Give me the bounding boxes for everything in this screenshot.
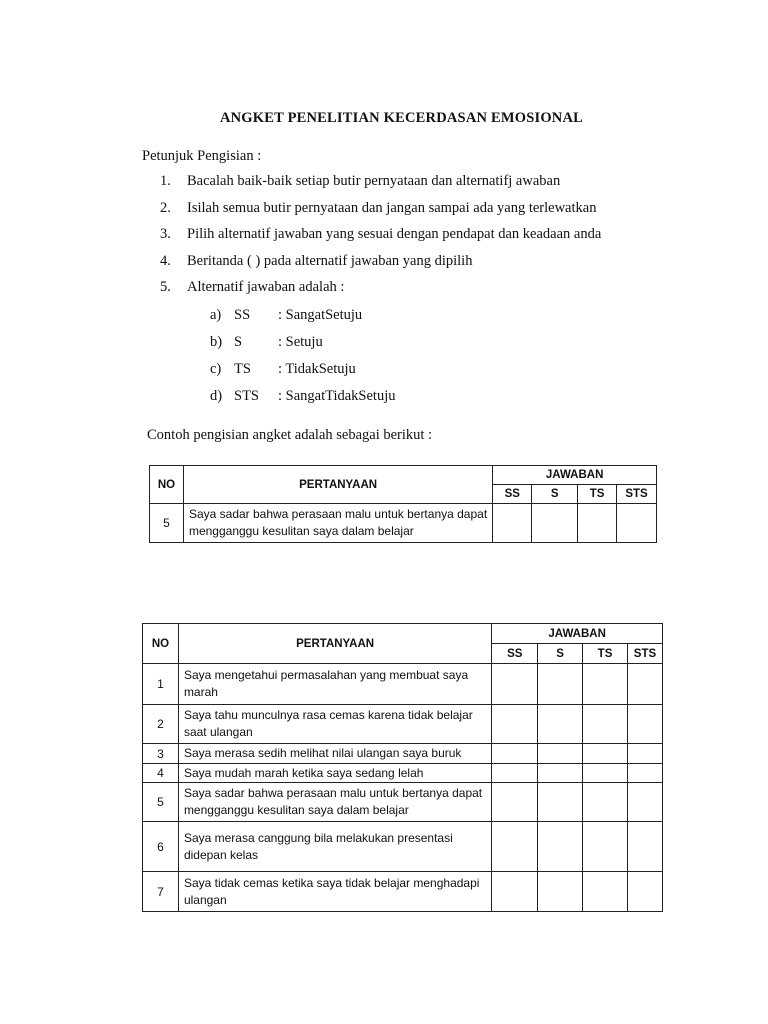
answer-cell-sts[interactable] (627, 783, 662, 822)
header-choice-sts: STS (627, 644, 662, 664)
row-number: 5 (150, 504, 184, 543)
option-meaning: : Setuju (278, 334, 323, 350)
instruction-number: 3. (160, 226, 171, 242)
header-choice-s: S (532, 485, 578, 504)
option-letter: b) (210, 334, 223, 350)
option-meaning: : SangatTidakSetuju (278, 388, 396, 404)
instruction-item (160, 172, 601, 199)
answer-cell-ss[interactable] (492, 783, 538, 822)
header-no: NO (150, 466, 184, 504)
row-question: Saya sadar bahwa perasaan malu untuk bertanya dapat mengganggu kesulitan saya dalam belajar (178, 783, 491, 822)
option-meaning: : SangatSetuju (278, 307, 363, 323)
instruction-text: Alternatif jawaban adalah : (187, 279, 345, 295)
header-choice-ss: SS (493, 485, 532, 504)
instructions-label: Petunjuk Pengisian : (142, 148, 262, 164)
answer-option (210, 333, 396, 360)
answer-cell-sts[interactable] (627, 872, 662, 912)
instruction-item (160, 199, 601, 226)
table-row (150, 504, 657, 543)
header-question: PERTANYAAN (178, 624, 491, 664)
answer-cell-s[interactable] (532, 504, 578, 543)
answer-option (210, 306, 396, 333)
answer-cell-s[interactable] (538, 872, 583, 912)
option-code: TS (234, 361, 251, 377)
answer-cell-ss[interactable] (492, 822, 538, 872)
answer-cell-ss[interactable] (492, 744, 538, 764)
answer-cell-sts[interactable] (627, 764, 662, 783)
option-code: SS (234, 307, 251, 323)
row-number: 7 (143, 872, 179, 912)
answer-cell-sts[interactable] (627, 705, 662, 744)
instruction-number: 4. (160, 252, 171, 269)
answer-options-list (210, 306, 396, 414)
header-choice-ss: SS (492, 644, 538, 664)
header-choice-sts: STS (617, 485, 657, 504)
header-choice-ts: TS (578, 485, 617, 504)
answer-option (210, 387, 396, 414)
answer-option (210, 360, 396, 387)
answer-cell-s[interactable] (538, 783, 583, 822)
instruction-text: Bacalah baik-baik setiap butir pernyataan dan alternatifj awaban (187, 173, 561, 189)
answer-cell-ss[interactable] (493, 504, 532, 543)
answer-cell-ts[interactable] (583, 744, 628, 764)
page-title: ANGKET PENELITIAN KECERDASAN EMOSIONAL (219, 110, 584, 126)
row-number: 5 (143, 783, 179, 822)
row-question: Saya mudah marah ketika saya sedang lelah (178, 764, 491, 783)
row-question: Saya mengetahui permasalahan yang membuat saya marah (178, 664, 491, 705)
header-no: NO (143, 624, 179, 664)
table-row (143, 764, 663, 783)
answer-cell-ss[interactable] (492, 664, 538, 705)
row-number: 2 (143, 705, 179, 744)
row-number: 3 (143, 744, 179, 764)
header-question: PERTANYAAN (183, 466, 492, 504)
questionnaire-table (142, 623, 663, 912)
answer-cell-ts[interactable] (583, 872, 628, 912)
row-number: 1 (143, 664, 179, 705)
answer-cell-ts[interactable] (583, 664, 628, 705)
row-number: 6 (143, 822, 179, 872)
example-table (149, 465, 657, 543)
answer-cell-ts[interactable] (583, 783, 628, 822)
instruction-item (160, 225, 601, 252)
answer-cell-ss[interactable] (492, 705, 538, 744)
answer-cell-sts[interactable] (627, 744, 662, 764)
table-row (143, 783, 663, 822)
answer-cell-s[interactable] (538, 822, 583, 872)
row-question: Saya sadar bahwa perasaan malu untuk bertanya dapat mengganggu kesulitan saya dalam belajar (183, 504, 492, 543)
row-question: Saya merasa canggung bila melakukan presentasi didepan kelas (178, 822, 491, 872)
instruction-item (160, 278, 601, 305)
answer-cell-s[interactable] (538, 705, 583, 744)
option-letter: d) (210, 388, 223, 404)
answer-cell-ts[interactable] (583, 705, 628, 744)
answer-cell-ts[interactable] (583, 764, 628, 783)
answer-cell-s[interactable] (538, 744, 583, 764)
instruction-item (160, 252, 601, 279)
table-row (143, 705, 663, 744)
header-answer: JAWABAN (492, 624, 663, 644)
answer-cell-s[interactable] (538, 664, 583, 705)
option-letter: a) (210, 307, 222, 323)
answer-cell-sts[interactable] (627, 822, 662, 872)
instruction-text: Isilah semua butir pernyataan dan jangan sampai ada yang terlewatkan (187, 199, 597, 216)
table-row (143, 664, 663, 705)
answer-cell-ss[interactable] (492, 764, 538, 783)
instruction-number: 2. (160, 199, 171, 216)
instruction-text: Pilih alternatif jawaban yang sesuai dengan pendapat dan keadaan anda (187, 226, 602, 242)
header-choice-s: S (538, 644, 583, 664)
answer-cell-sts[interactable] (617, 504, 657, 543)
answer-cell-s[interactable] (538, 764, 583, 783)
row-number: 4 (143, 764, 179, 783)
option-code: S (234, 334, 243, 350)
answer-cell-ts[interactable] (583, 822, 628, 872)
option-meaning: : TidakSetuju (278, 361, 356, 377)
option-letter: c) (210, 361, 222, 377)
instruction-number: 5. (160, 279, 171, 295)
answer-cell-ss[interactable] (492, 872, 538, 912)
table-row (143, 822, 663, 872)
instruction-number: 1. (160, 173, 171, 189)
row-question: Saya tidak cemas ketika saya tidak belajar menghadapi ulangan (178, 872, 491, 912)
instruction-text: Beritanda ( ) pada alternatif jawaban yang dipilih (187, 252, 473, 269)
answer-cell-sts[interactable] (627, 664, 662, 705)
instruction-list (160, 172, 601, 305)
table-row (143, 744, 663, 764)
header-answer: JAWABAN (493, 466, 657, 485)
option-code: STS (234, 388, 259, 404)
header-choice-ts: TS (583, 644, 628, 664)
row-question: Saya merasa sedih melihat nilai ulangan saya buruk (178, 744, 491, 764)
table-row (143, 872, 663, 912)
answer-cell-ts[interactable] (578, 504, 617, 543)
example-label: Contoh pengisian angket adalah sebagai berikut : (147, 427, 433, 443)
row-question: Saya tahu munculnya rasa cemas karena tidak belajar saat ulangan (178, 705, 491, 744)
